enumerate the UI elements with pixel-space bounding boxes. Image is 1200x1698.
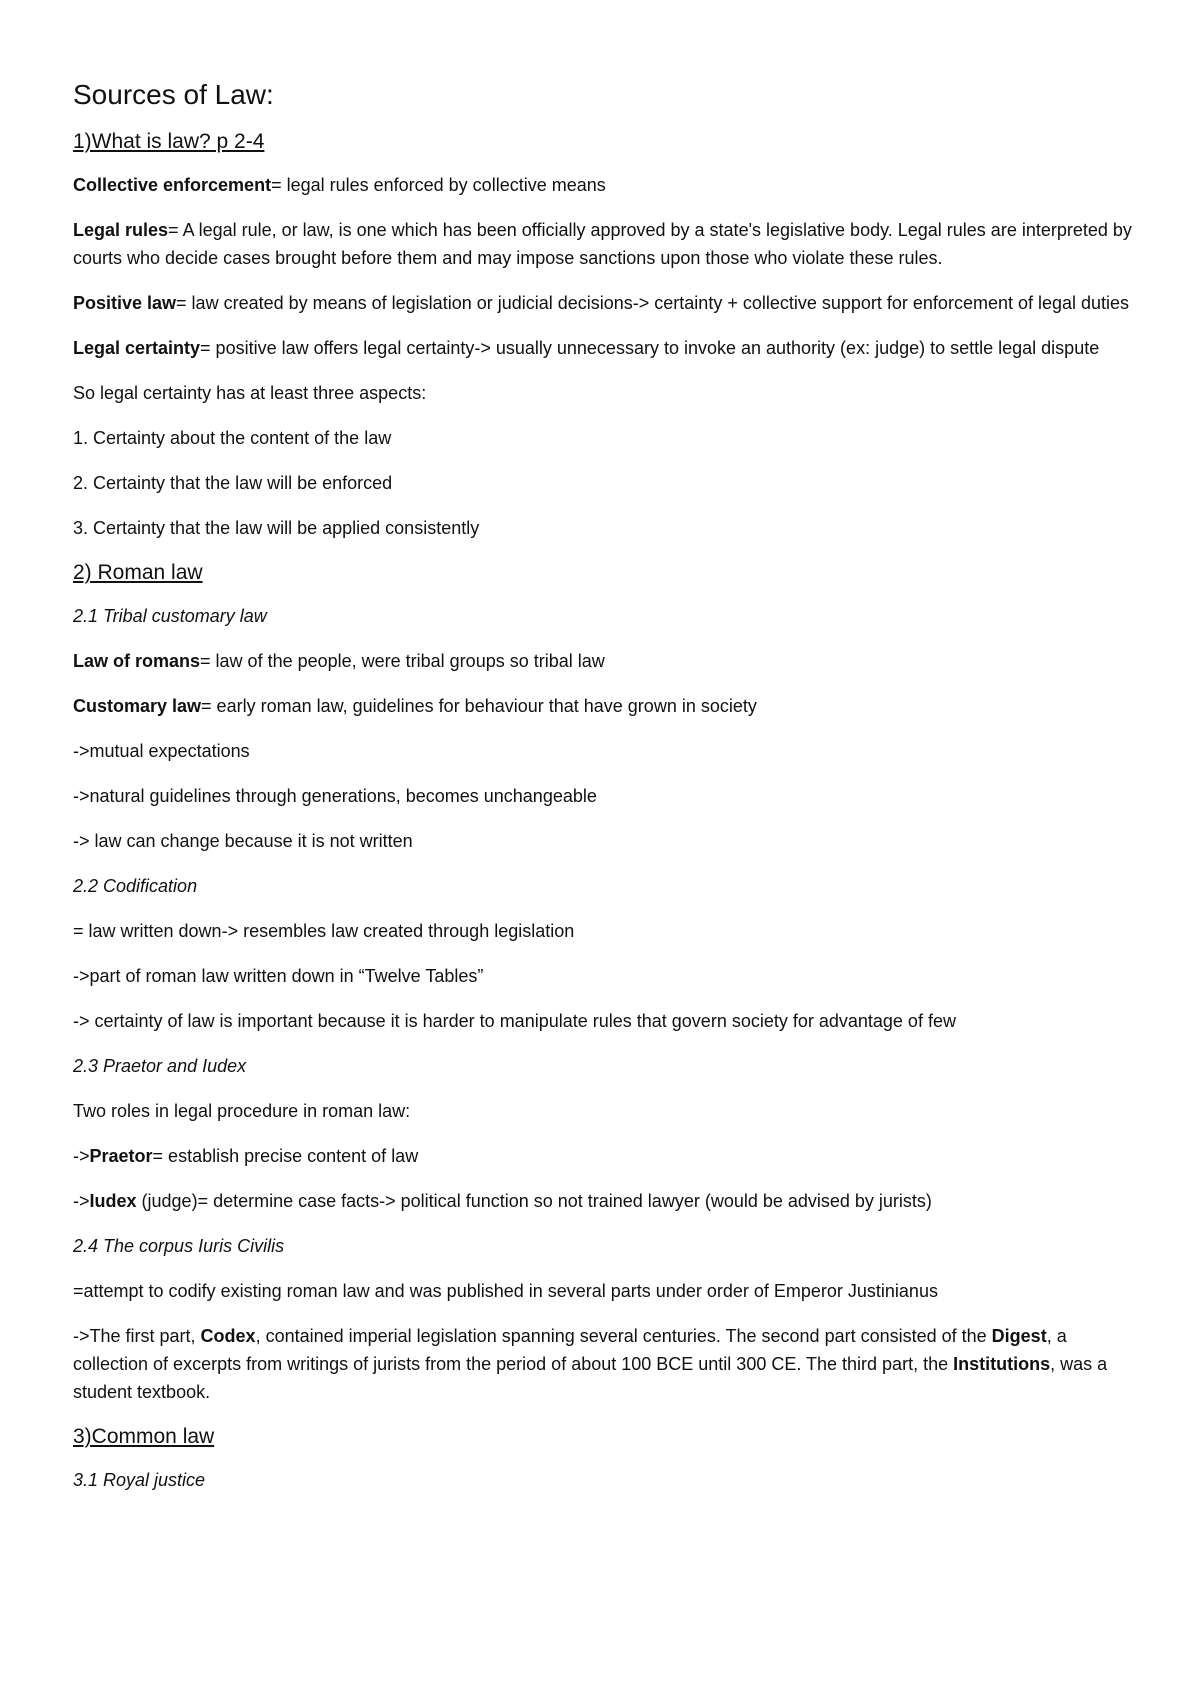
term-institutions: Institutions: [953, 1354, 1051, 1374]
term-codex: Codex: [200, 1326, 256, 1346]
term-collective-enforcement: Collective enforcement: [73, 175, 272, 195]
text-run: , a collection of excerpts from writings of jurists from the period of about 100 BCE until 300 CE. The third part, the: [73, 1326, 1067, 1374]
definition-text: = establish precise content of law: [152, 1146, 419, 1166]
term-legal-rules: Legal rules: [73, 220, 169, 240]
aspect-item: 3. Certainty that the law will be applied consistently: [73, 518, 480, 538]
definition-text: = law of the people, were tribal groups so tribal law: [200, 651, 605, 671]
term-digest: Digest: [991, 1326, 1047, 1346]
definition-legal-rules: [73, 216, 1140, 272]
term-praetor: Praetor: [89, 1146, 153, 1166]
section-heading-roman-law: 2) Roman law: [73, 561, 203, 584]
definition-text: = early roman law, guidelines for behaviour that have grown in society: [201, 696, 757, 716]
role-praetor: [73, 1142, 1140, 1170]
term-positive-law: Positive law: [73, 293, 177, 313]
definition-collective-enforcement: [73, 171, 1140, 199]
bullet-line: -> certainty of law is important because it is harder to manipulate rules that govern society for advantage of few: [73, 1011, 956, 1031]
subheading-tribal-customary-law: 2.1 Tribal customary law: [73, 606, 267, 626]
section-heading-common-law: 3)Common law: [73, 1425, 215, 1448]
arrow-prefix: ->: [73, 1191, 90, 1211]
definition-text: = legal rules enforced by collective means: [271, 175, 606, 195]
bullet-line: =attempt to codify existing roman law and was published in several parts under order of Emperor Justinianus: [73, 1281, 938, 1301]
term-customary-law: Customary law: [73, 696, 202, 716]
bullet-line: = law written down-> resembles law created through legislation: [73, 921, 575, 941]
definition-positive-law: [73, 289, 1140, 317]
definition-legal-certainty: [73, 334, 1140, 362]
corpus-parts: [73, 1322, 1140, 1406]
text-run: , contained imperial legislation spanning several centuries. The second part consisted of the: [255, 1326, 992, 1346]
text-run: ->The first part,: [73, 1326, 201, 1346]
subheading-royal-justice: 3.1 Royal justice: [73, 1470, 206, 1490]
bullet-line: ->natural guidelines through generations, becomes unchangeable: [73, 786, 597, 806]
definition-text: = A legal rule, or law, is one which has been officially approved by a state's legislative body. Legal rules are interpreted by courts who decide cases brought before them and may impose sanctions upon those who violate these rules.: [73, 220, 1132, 268]
subheading-codification: 2.2 Codification: [73, 876, 198, 896]
bullet-line: ->mutual expectations: [73, 741, 250, 761]
text-run: , was a student textbook.: [73, 1354, 1108, 1402]
subheading-praetor-iudex: 2.3 Praetor and Iudex: [73, 1056, 247, 1076]
aspect-item: 1. Certainty about the content of the law: [73, 428, 392, 448]
section-heading-what-is-law: 1)What is law? p 2-4: [73, 130, 265, 153]
bullet-line: -> law can change because it is not written: [73, 831, 413, 851]
term-law-of-romans: Law of romans: [73, 651, 201, 671]
arrow-prefix: ->: [73, 1146, 90, 1166]
term-iudex: Iudex: [89, 1191, 137, 1211]
definition-text: = positive law offers legal certainty-> usually unnecessary to invoke an authority (ex: judge) to settle legal dispute: [200, 338, 1100, 358]
role-iudex: [73, 1187, 1140, 1215]
definition-law-of-romans: [73, 647, 1140, 675]
two-roles-intro: Two roles in legal procedure in roman law:: [73, 1101, 411, 1121]
document-title: Sources of Law:: [73, 79, 274, 110]
term-legal-certainty: Legal certainty: [73, 338, 201, 358]
subheading-corpus-iuris-civilis: 2.4 The corpus Iuris Civilis: [73, 1236, 285, 1256]
aspect-item: 2. Certainty that the law will be enforced: [73, 473, 393, 493]
bullet-line: ->part of roman law written down in “Twelve Tables”: [73, 966, 484, 986]
definition-customary-law: [73, 692, 1140, 720]
definition-text: (judge)= determine case facts-> political function so not trained lawyer (would be advised by jurists): [136, 1191, 932, 1211]
aspects-intro: So legal certainty has at least three aspects:: [73, 383, 427, 403]
definition-text: = law created by means of legislation or judicial decisions-> certainty + collective support for enforcement of legal duties: [176, 293, 1130, 313]
